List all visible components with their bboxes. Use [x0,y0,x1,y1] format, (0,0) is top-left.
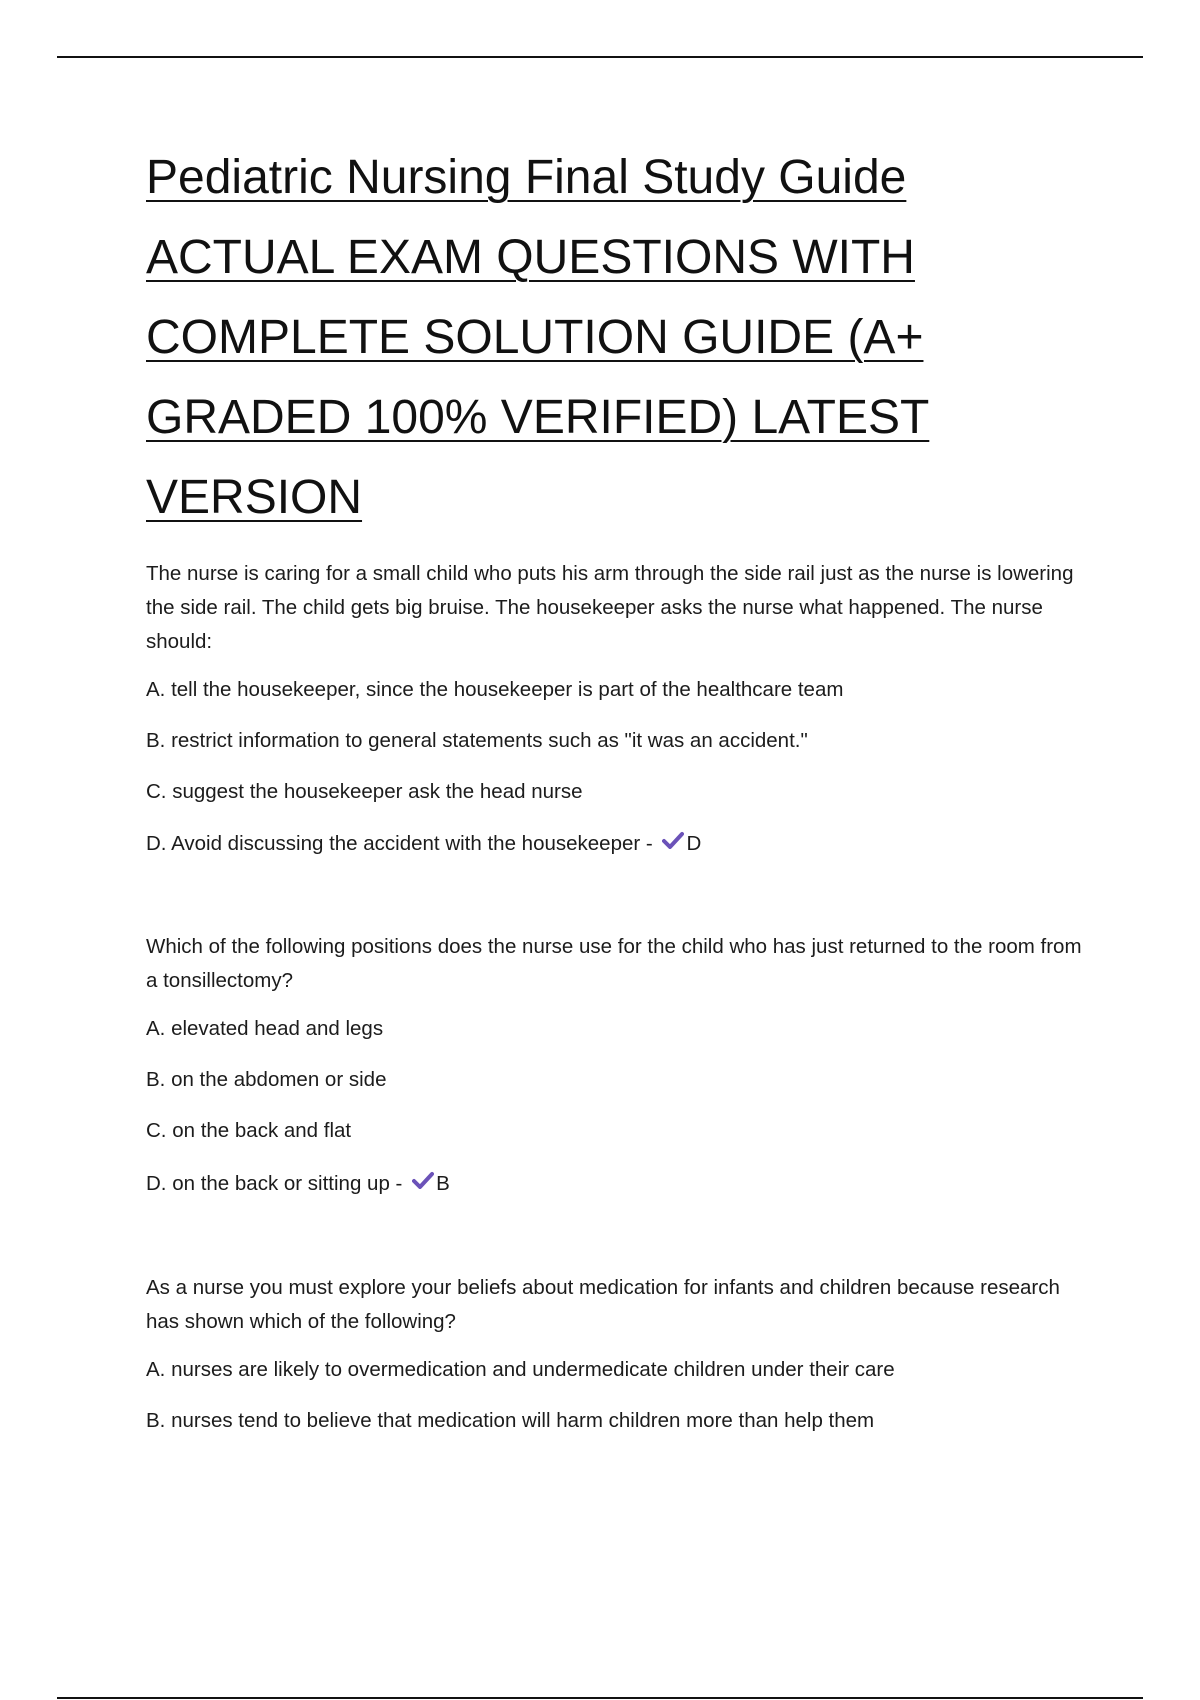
question-block-2 [146,930,1086,1202]
document-title [146,138,1086,538]
question-text: The nurse is caring for a small child who puts his arm through the side rail just as the nurse is lowering the side rail. The child gets big bruise. The housekeeper asks the nurse what happened. The nurse should: [146,562,1074,653]
answer-option-b: B. nurses tend to believe that medication will harm children more than help them [146,1409,875,1432]
answer-option-a: A. tell the housekeeper, since the housekeeper is part of the healthcare team [146,678,844,701]
checkmark-icon [662,826,684,860]
question-block-1 [146,557,1086,862]
answer-option-b: B. on the abdomen or side [146,1068,387,1091]
answer-option-d: D. on the back or sitting up - [146,1172,403,1195]
document-body [146,138,1086,1432]
answer-option-a: A. elevated head and legs [146,1017,384,1040]
title-line-1: Pediatric Nursing Final Study Guide [146,151,907,204]
page-bottom-rule [57,1697,1143,1699]
question-block-3 [146,1271,1086,1438]
answer-option-d-with-key [146,1167,1086,1202]
title-line-4: GRADED 100% VERIFIED) LATEST [146,391,930,444]
answer-option-c: C. suggest the housekeeper ask the head nurse [146,780,583,803]
answer-key: D [686,832,702,855]
title-line-5: VERSION [146,471,363,524]
checkmark-icon [412,1166,434,1200]
answer-option-d: D. Avoid discussing the accident with the housekeeper - [146,832,653,855]
answer-key: B [436,1172,450,1195]
title-line-2: ACTUAL EXAM QUESTIONS WITH [146,231,915,284]
question-text: Which of the following positions does the nurse use for the child who has just returned to the room from a tonsillectomy? [146,935,1082,992]
answer-option-a: A. nurses are likely to overmedication and undermedicate children under their care [146,1358,895,1381]
title-line-3: COMPLETE SOLUTION GUIDE (A+ [146,311,924,364]
answer-option-b: B. restrict information to general statements such as "it was an accident." [146,729,808,752]
page-top-rule [57,56,1143,58]
question-text: As a nurse you must explore your beliefs about medication for infants and children because research has shown which of the following? [146,1276,1060,1333]
answer-option-d-with-key [146,827,1086,862]
answer-option-c: C. on the back and flat [146,1119,352,1142]
